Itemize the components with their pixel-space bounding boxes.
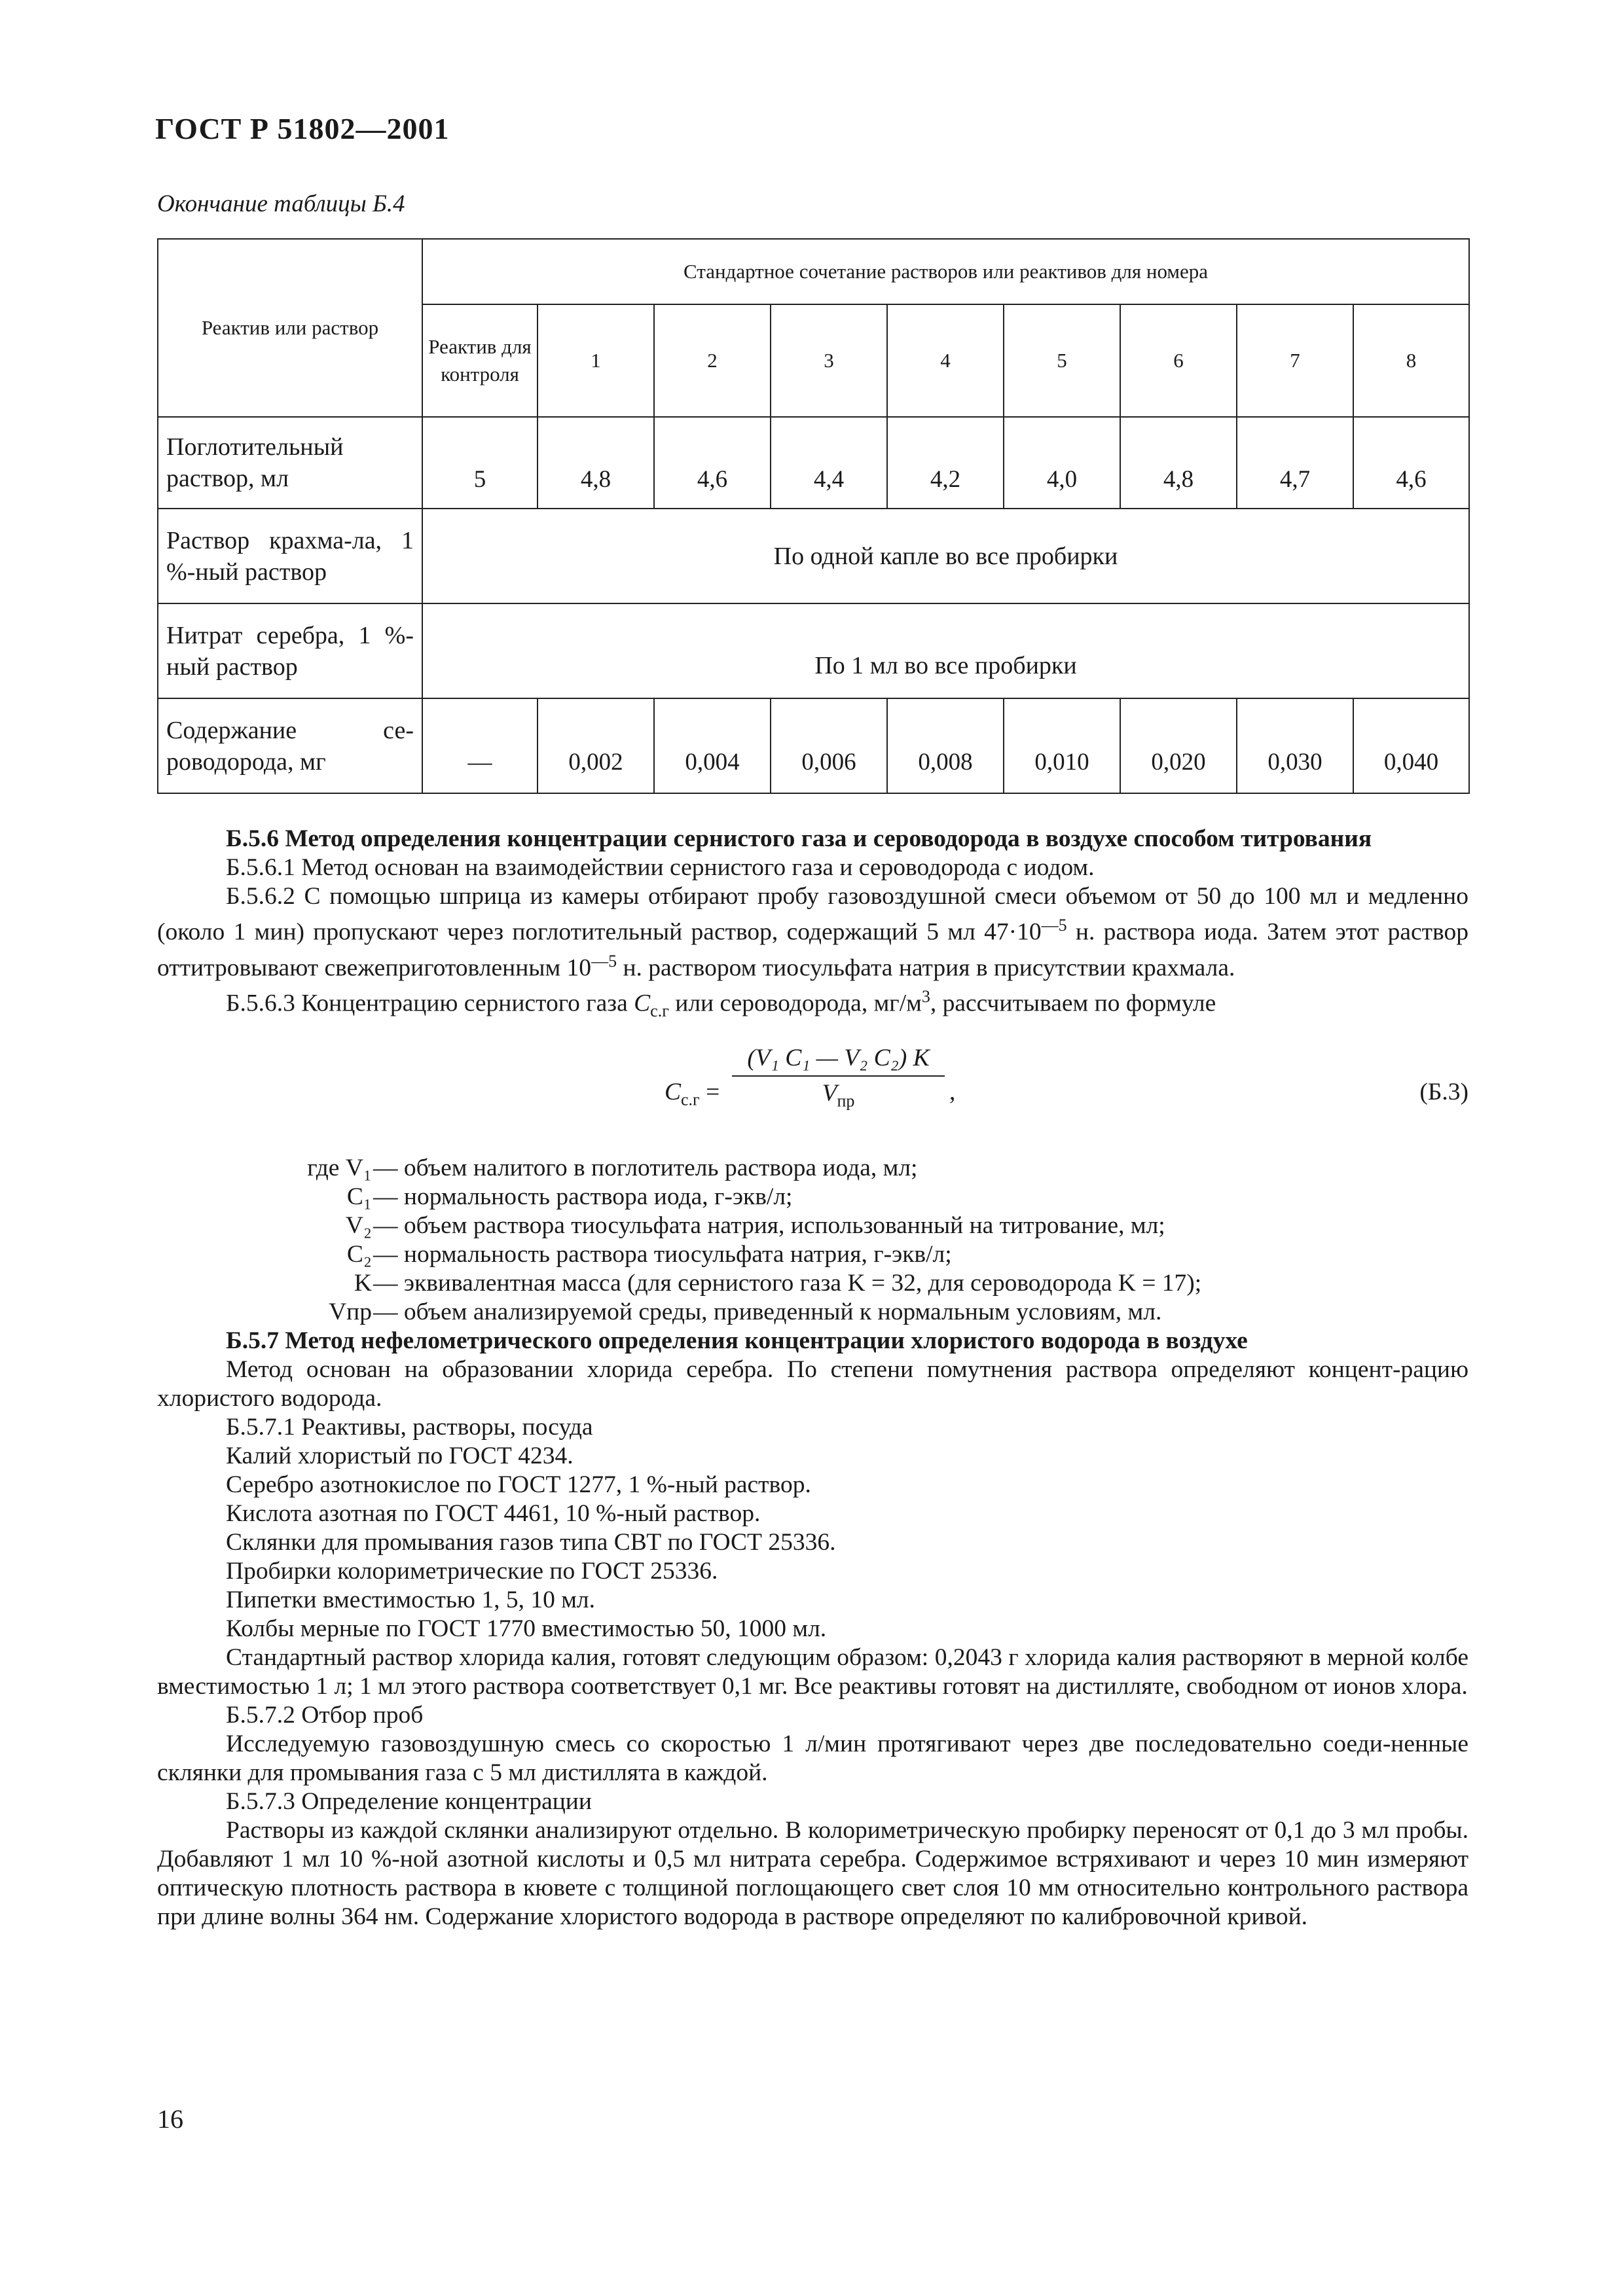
table-cell: 0,030 [1237, 698, 1353, 793]
reagent-item: Серебро азотнокислое по ГОСТ 1277, 1 %-ный раствор. [226, 1471, 811, 1498]
header-number: 8 [1353, 304, 1469, 417]
table-caption: Окончание таблицы Б.4 [157, 190, 405, 217]
definition-symbol: где V₁ [307, 1155, 372, 1181]
header-number: 2 [654, 304, 771, 417]
merged-cell: По одной капле во все пробирки [422, 509, 1469, 603]
definition-text: — объем раствора тиосульфата натрия, использованный на титрование, мл; [373, 1212, 1165, 1239]
subscript: с.г [681, 1090, 700, 1109]
paragraph-b571: Б.5.7.1 Реактивы, растворы, посуда [226, 1414, 593, 1441]
formula-number: (Б.3) [1419, 1079, 1468, 1105]
table-cell: 0,008 [887, 698, 1004, 793]
header-number: 4 [887, 304, 1004, 417]
table-row [158, 417, 1469, 509]
definition-row [157, 1183, 1468, 1211]
symbol: C [634, 990, 651, 1017]
page-number: 16 [157, 2104, 183, 2134]
table-cell: 4,7 [1237, 417, 1353, 509]
text-fragment: Б.5.6.2 С помощью шприца из камеры отбирают пробу газовоздушной смеси объемом от 50 до 100 мл и медленно (около 1 мин) пропускают через поглотительный раствор, содержащий 5 мл 47·10 [157, 883, 1468, 946]
row-label: Содержание се-роводорода, мг [158, 698, 422, 793]
definition-row [157, 1240, 1468, 1269]
definition-symbol: K [354, 1270, 372, 1297]
table-cell: 0,020 [1120, 698, 1237, 793]
reagent-item: Калий хлористый по ГОСТ 4234. [226, 1443, 574, 1469]
definition-row [157, 1298, 1468, 1327]
paragraph-b57: Метод основан на образовании хлорида серебра. По степени помутнения раствора определяют концент-рацию хлористого водорода. [157, 1356, 1468, 1412]
table-cell: 0,002 [538, 698, 654, 793]
paragraph-standard-solution: Стандартный раствор хлорида калия, готовят следующим образом: 0,2043 г хлорида калия растворяют в мерной колбе вместимостью 1 л; 1 мл этого раствора соответствует 0,1 мг. Все реактивы готовят на дистилляте, свободном от ионов хлора. [157, 1644, 1468, 1700]
header-number: 5 [1004, 304, 1120, 417]
table-cell: 0,006 [771, 698, 887, 793]
definition-symbol: C₂ [346, 1241, 372, 1268]
reagent-item: Кислота азотная по ГОСТ 4461, 10 %-ный раствор. [226, 1500, 761, 1527]
reagent-item: Колбы мерные по ГОСТ 1770 вместимостью 50, 1000 мл. [226, 1615, 827, 1642]
definition-text: — объем анализируемой среды, приведенный к нормальным условиям, мл. [373, 1299, 1162, 1325]
table-row [158, 698, 1469, 793]
formula-comma: , [949, 1079, 956, 1105]
definition-row [157, 1154, 1468, 1183]
table-cell: 4,6 [654, 417, 771, 509]
definition-text: — объем налитого в поглотитель раствора иода, мл; [373, 1155, 918, 1181]
text-fragment: , рассчитываем по формуле [930, 990, 1216, 1017]
definition-symbol: Vпр [329, 1299, 372, 1325]
table-cell: 0,040 [1353, 698, 1469, 793]
reagent-item: Пробирки колориметрические по ГОСТ 25336. [226, 1558, 718, 1585]
table-row [158, 509, 1469, 603]
superscript: —5 [1041, 916, 1067, 935]
merged-cell: По 1 мл во все пробирки [422, 603, 1469, 698]
text-fragment: н. раствора иода. Затем этот раствор оттитровывают свежеприготовленным 10 [157, 918, 1468, 981]
table-cell: 4,8 [1120, 417, 1237, 509]
formula-definitions [157, 1154, 1468, 1327]
table-cell: 4,2 [887, 417, 1004, 509]
equals-sign: = [699, 1079, 720, 1105]
superscript: 3 [921, 987, 930, 1006]
header-standard-combination: Стандартное сочетание растворов или реактивов для номера [422, 239, 1469, 304]
paragraph-b573: Б.5.7.3 Определение концентрации [226, 1788, 592, 1815]
formula-symbol: V [822, 1080, 837, 1107]
superscript: —5 [591, 951, 617, 971]
header-number: 1 [538, 304, 654, 417]
section-b57-title: Б.5.7 Метод нефелометрического определения концентрации хлористого водорода в воздухе [226, 1327, 1248, 1354]
row-label: Поглотительный раствор, мл [158, 417, 422, 509]
paragraph-b572: Б.5.7.2 Отбор проб [226, 1702, 424, 1729]
definition-text: — нормальность раствора тиосульфата натрия, г-экв/л; [373, 1241, 952, 1268]
text-fragment: н. раствором тиосульфата натрия в присутствии крахмала. [617, 954, 1235, 981]
paragraph-determination: Растворы из каждой склянки анализируют отдельно. В колориметрическую пробирку переносят от 0,1 до 3 мл пробы. Добавляют 1 мл 10 %-ной азотной кислоты и 0,5 мл нитрата серебра. Содержимое встряхивают и через 10 мин измеряют оптическую плотность раствора в кювете с толщиной поглощающего свет слоя 10 мм относительно контрольного раствора при длине волны 364 нм. Содержание хлористого водорода в растворе определяют по калибровочной кривой. [157, 1817, 1468, 1930]
table-cell: — [422, 698, 538, 793]
formula-denominator [732, 1077, 945, 1116]
paragraph-b563 [157, 982, 1468, 1026]
reagent-item: Пипетки вместимостью 1, 5, 10 мл. [226, 1587, 596, 1613]
definition-symbol: V₂ [345, 1212, 372, 1239]
document-body [157, 825, 1468, 1931]
text-fragment: Б.5.6.3 Концентрацию сернистого газа [226, 990, 634, 1017]
formula-lhs [665, 1078, 720, 1115]
table-cell: 4,6 [1353, 417, 1469, 509]
table-cell: 5 [422, 417, 538, 509]
definition-text: — эквивалентная масса (для сернистого газа K = 32, для сероводорода K = 17); [373, 1270, 1202, 1297]
row-label: Раствор крахма-ла, 1 %-ный раствор [158, 509, 422, 603]
formula-fraction [732, 1044, 945, 1116]
formula-numerator: (V₁ C₁ — V₂ C₂) K [732, 1044, 945, 1077]
text-fragment: или сероводорода, мг/м [668, 990, 922, 1017]
definition-text: — нормальность раствора иода, г-экв/л; [373, 1183, 793, 1210]
table-cell: 0,004 [654, 698, 771, 793]
subscript: с.г [650, 1001, 669, 1020]
document-number: ГОСТ Р 51802—2001 [155, 112, 450, 145]
header-number: 3 [771, 304, 887, 417]
header-control-reagent: Реактив для контроля [422, 304, 538, 417]
table-row [158, 603, 1469, 698]
definition-row [157, 1269, 1468, 1298]
definition-symbol: C₁ [346, 1183, 372, 1210]
header-reagent-or-solution: Реактив или раствор [158, 239, 422, 417]
table-cell: 4,4 [771, 417, 887, 509]
paragraph-sampling: Исследуемую газовоздушную смесь со скоростью 1 л/мин протягивают через две последовательно соеди-ненные склянки для промывания газа с 5 мл дистиллята в каждой. [157, 1731, 1468, 1786]
subscript: пр [837, 1091, 855, 1111]
formula-b3 [157, 1044, 1468, 1142]
table-cell: 4,8 [538, 417, 654, 509]
formula-symbol: C [665, 1079, 682, 1105]
header-number: 6 [1120, 304, 1237, 417]
header-number: 7 [1237, 304, 1353, 417]
reagent-table [157, 238, 1470, 794]
table-cell: 4,0 [1004, 417, 1120, 509]
reagent-item: Склянки для промывания газов типа СВТ по ГОСТ 25336. [226, 1529, 836, 1556]
definition-row [157, 1211, 1468, 1240]
paragraph-b562 [157, 882, 1468, 982]
section-b56-title: Б.5.6 Метод определения концентрации сернистого газа и сероводорода в воздухе способом титрования [226, 825, 1372, 852]
row-label: Нитрат серебра, 1 %-ный раствор [158, 603, 422, 698]
paragraph-b561: Б.5.6.1 Метод основан на взаимодействии сернистого газа и сероводорода с иодом. [226, 854, 1095, 881]
table-cell: 0,010 [1004, 698, 1120, 793]
